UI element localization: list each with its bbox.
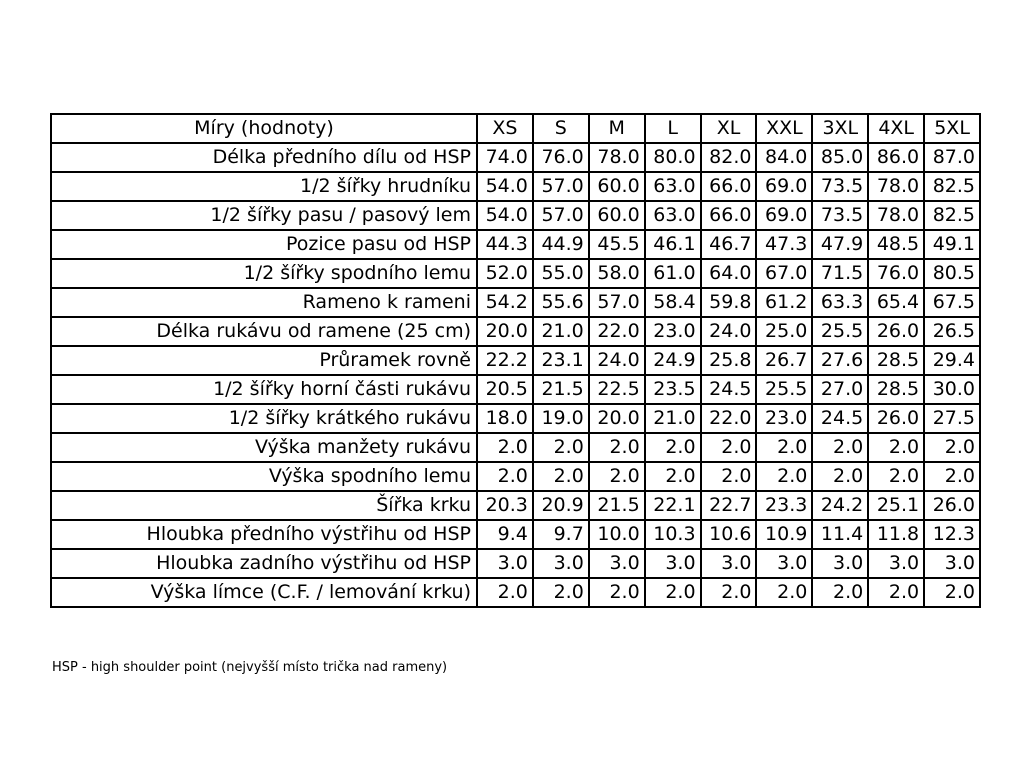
table-cell: 10.3 bbox=[645, 520, 701, 549]
table-cell: 3.0 bbox=[924, 549, 980, 578]
table-row bbox=[51, 201, 980, 230]
table-cell: 71.5 bbox=[812, 259, 868, 288]
row-label: Hloubka předního výstřihu od HSP bbox=[51, 520, 477, 549]
header-size-xs: XS bbox=[477, 114, 533, 143]
table-cell: 49.1 bbox=[924, 230, 980, 259]
table-cell: 64.0 bbox=[701, 259, 757, 288]
table-cell: 2.0 bbox=[812, 578, 868, 607]
header-size-xxl: XXL bbox=[756, 114, 812, 143]
table-cell: 3.0 bbox=[533, 549, 589, 578]
table-cell: 27.6 bbox=[812, 346, 868, 375]
table-cell: 20.0 bbox=[477, 317, 533, 346]
table-cell: 3.0 bbox=[812, 549, 868, 578]
table-cell: 44.3 bbox=[477, 230, 533, 259]
table-cell: 47.9 bbox=[812, 230, 868, 259]
table-cell: 26.0 bbox=[868, 404, 924, 433]
table-cell: 21.5 bbox=[533, 375, 589, 404]
table-cell: 26.0 bbox=[868, 317, 924, 346]
table-cell: 67.5 bbox=[924, 288, 980, 317]
table-cell: 2.0 bbox=[868, 578, 924, 607]
table-cell: 73.5 bbox=[812, 201, 868, 230]
table-cell: 48.5 bbox=[868, 230, 924, 259]
row-label: Výška spodního lemu bbox=[51, 462, 477, 491]
table-row bbox=[51, 172, 980, 201]
table-row bbox=[51, 404, 980, 433]
table-cell: 76.0 bbox=[533, 143, 589, 172]
row-label: Průramek rovně bbox=[51, 346, 477, 375]
table-cell: 54.0 bbox=[477, 201, 533, 230]
table-cell: 2.0 bbox=[756, 578, 812, 607]
table-cell: 18.0 bbox=[477, 404, 533, 433]
table-cell: 3.0 bbox=[868, 549, 924, 578]
table-cell: 69.0 bbox=[756, 201, 812, 230]
table-cell: 58.0 bbox=[589, 259, 645, 288]
table-cell: 2.0 bbox=[756, 462, 812, 491]
table-cell: 2.0 bbox=[812, 433, 868, 462]
table-header-row bbox=[51, 114, 980, 143]
header-size-4xl: 4XL bbox=[868, 114, 924, 143]
table-row bbox=[51, 143, 980, 172]
table-cell: 2.0 bbox=[924, 433, 980, 462]
table-cell: 22.0 bbox=[701, 404, 757, 433]
table-cell: 52.0 bbox=[477, 259, 533, 288]
table-cell: 24.2 bbox=[812, 491, 868, 520]
table-row bbox=[51, 288, 980, 317]
table-cell: 80.5 bbox=[924, 259, 980, 288]
table-cell: 20.0 bbox=[589, 404, 645, 433]
row-label: 1/2 šířky spodního lemu bbox=[51, 259, 477, 288]
table-cell: 2.0 bbox=[924, 462, 980, 491]
table-cell: 24.5 bbox=[701, 375, 757, 404]
table-cell: 2.0 bbox=[868, 433, 924, 462]
table-cell: 57.0 bbox=[533, 172, 589, 201]
table-cell: 2.0 bbox=[533, 462, 589, 491]
table-row bbox=[51, 491, 980, 520]
table-cell: 24.0 bbox=[701, 317, 757, 346]
row-label: 1/2 šířky hrudníku bbox=[51, 172, 477, 201]
table-cell: 10.9 bbox=[756, 520, 812, 549]
table-cell: 11.8 bbox=[868, 520, 924, 549]
table-cell: 27.5 bbox=[924, 404, 980, 433]
table-row bbox=[51, 346, 980, 375]
header-measurements: Míry (hodnoty) bbox=[51, 114, 477, 143]
table-cell: 57.0 bbox=[533, 201, 589, 230]
table-cell: 2.0 bbox=[589, 433, 645, 462]
table-cell: 2.0 bbox=[589, 462, 645, 491]
table-cell: 85.0 bbox=[812, 143, 868, 172]
table-cell: 25.8 bbox=[701, 346, 757, 375]
table-cell: 23.1 bbox=[533, 346, 589, 375]
header-size-l: L bbox=[645, 114, 701, 143]
table-cell: 61.2 bbox=[756, 288, 812, 317]
row-label: Šířka krku bbox=[51, 491, 477, 520]
table-cell: 78.0 bbox=[589, 143, 645, 172]
table-cell: 2.0 bbox=[533, 578, 589, 607]
table-cell: 28.5 bbox=[868, 346, 924, 375]
table-body bbox=[51, 143, 980, 607]
table-cell: 59.8 bbox=[701, 288, 757, 317]
row-label: Délka předního dílu od HSP bbox=[51, 143, 477, 172]
table-cell: 10.0 bbox=[589, 520, 645, 549]
table-cell: 65.4 bbox=[868, 288, 924, 317]
table-cell: 66.0 bbox=[701, 172, 757, 201]
row-label: Hloubka zadního výstřihu od HSP bbox=[51, 549, 477, 578]
table-cell: 55.0 bbox=[533, 259, 589, 288]
table-cell: 47.3 bbox=[756, 230, 812, 259]
table-cell: 27.0 bbox=[812, 375, 868, 404]
table-cell: 21.5 bbox=[589, 491, 645, 520]
table-cell: 25.0 bbox=[756, 317, 812, 346]
table-cell: 61.0 bbox=[645, 259, 701, 288]
table-cell: 28.5 bbox=[868, 375, 924, 404]
row-label: 1/2 šířky krátkého rukávu bbox=[51, 404, 477, 433]
table-cell: 26.5 bbox=[924, 317, 980, 346]
table-cell: 2.0 bbox=[756, 433, 812, 462]
table-cell: 9.7 bbox=[533, 520, 589, 549]
table-cell: 76.0 bbox=[868, 259, 924, 288]
row-label: Pozice pasu od HSP bbox=[51, 230, 477, 259]
table-cell: 24.5 bbox=[812, 404, 868, 433]
table-cell: 63.3 bbox=[812, 288, 868, 317]
table-cell: 26.7 bbox=[756, 346, 812, 375]
table-cell: 21.0 bbox=[533, 317, 589, 346]
row-label: 1/2 šířky horní části rukávu bbox=[51, 375, 477, 404]
table-cell: 11.4 bbox=[812, 520, 868, 549]
table-cell: 2.0 bbox=[868, 462, 924, 491]
table-row bbox=[51, 317, 980, 346]
table-cell: 86.0 bbox=[868, 143, 924, 172]
header-size-xl: XL bbox=[701, 114, 757, 143]
header-size-5xl: 5XL bbox=[924, 114, 980, 143]
header-size-3xl: 3XL bbox=[812, 114, 868, 143]
table-cell: 73.5 bbox=[812, 172, 868, 201]
row-label: Výška límce (C.F. / lemování krku) bbox=[51, 578, 477, 607]
table-cell: 22.0 bbox=[589, 317, 645, 346]
table-row bbox=[51, 433, 980, 462]
table-row bbox=[51, 230, 980, 259]
table-cell: 80.0 bbox=[645, 143, 701, 172]
table-cell: 84.0 bbox=[756, 143, 812, 172]
table-cell: 2.0 bbox=[645, 433, 701, 462]
table-cell: 10.6 bbox=[701, 520, 757, 549]
table-cell: 60.0 bbox=[589, 172, 645, 201]
table-cell: 44.9 bbox=[533, 230, 589, 259]
table-row bbox=[51, 520, 980, 549]
table-cell: 46.1 bbox=[645, 230, 701, 259]
table-row bbox=[51, 259, 980, 288]
table-cell: 29.4 bbox=[924, 346, 980, 375]
table-cell: 82.5 bbox=[924, 172, 980, 201]
table-cell: 2.0 bbox=[812, 462, 868, 491]
table-cell: 74.0 bbox=[477, 143, 533, 172]
table-cell: 3.0 bbox=[477, 549, 533, 578]
table-cell: 25.1 bbox=[868, 491, 924, 520]
table-cell: 2.0 bbox=[477, 578, 533, 607]
row-label: Výška manžety rukávu bbox=[51, 433, 477, 462]
table-cell: 26.0 bbox=[924, 491, 980, 520]
table-cell: 21.0 bbox=[645, 404, 701, 433]
table-cell: 23.5 bbox=[645, 375, 701, 404]
table-cell: 60.0 bbox=[589, 201, 645, 230]
header-size-m: M bbox=[589, 114, 645, 143]
table-cell: 63.0 bbox=[645, 172, 701, 201]
table-cell: 2.0 bbox=[701, 578, 757, 607]
table-cell: 22.1 bbox=[645, 491, 701, 520]
table-cell: 2.0 bbox=[645, 462, 701, 491]
footnote: HSP - high shoulder point (nejvyšší místo trička nad rameny) bbox=[52, 660, 448, 675]
table-cell: 87.0 bbox=[924, 143, 980, 172]
table-row bbox=[51, 375, 980, 404]
table-cell: 2.0 bbox=[701, 462, 757, 491]
table-cell: 54.2 bbox=[477, 288, 533, 317]
table-cell: 24.9 bbox=[645, 346, 701, 375]
table-cell: 22.7 bbox=[701, 491, 757, 520]
row-label: Rameno k rameni bbox=[51, 288, 477, 317]
table-cell: 3.0 bbox=[756, 549, 812, 578]
table-cell: 12.3 bbox=[924, 520, 980, 549]
table-cell: 55.6 bbox=[533, 288, 589, 317]
table-cell: 46.7 bbox=[701, 230, 757, 259]
table-cell: 2.0 bbox=[477, 433, 533, 462]
table-row bbox=[51, 578, 980, 607]
table-row bbox=[51, 549, 980, 578]
table-cell: 78.0 bbox=[868, 201, 924, 230]
table-cell: 78.0 bbox=[868, 172, 924, 201]
table-cell: 2.0 bbox=[924, 578, 980, 607]
table-cell: 66.0 bbox=[701, 201, 757, 230]
table-cell: 25.5 bbox=[756, 375, 812, 404]
table-cell: 20.3 bbox=[477, 491, 533, 520]
table-cell: 82.5 bbox=[924, 201, 980, 230]
table-cell: 54.0 bbox=[477, 172, 533, 201]
table-cell: 58.4 bbox=[645, 288, 701, 317]
table-cell: 20.5 bbox=[477, 375, 533, 404]
table-cell: 22.5 bbox=[589, 375, 645, 404]
table-cell: 9.4 bbox=[477, 520, 533, 549]
table-cell: 23.0 bbox=[756, 404, 812, 433]
table-cell: 2.0 bbox=[701, 433, 757, 462]
table-cell: 57.0 bbox=[589, 288, 645, 317]
row-label: Délka rukávu od ramene (25 cm) bbox=[51, 317, 477, 346]
table-cell: 3.0 bbox=[701, 549, 757, 578]
table-cell: 25.5 bbox=[812, 317, 868, 346]
table-row bbox=[51, 462, 980, 491]
table-cell: 82.0 bbox=[701, 143, 757, 172]
table-cell: 2.0 bbox=[589, 578, 645, 607]
table-cell: 30.0 bbox=[924, 375, 980, 404]
table-cell: 67.0 bbox=[756, 259, 812, 288]
table-cell: 2.0 bbox=[477, 462, 533, 491]
size-chart-table bbox=[50, 113, 981, 608]
table-cell: 23.3 bbox=[756, 491, 812, 520]
table-cell: 22.2 bbox=[477, 346, 533, 375]
header-size-s: S bbox=[533, 114, 589, 143]
table-cell: 20.9 bbox=[533, 491, 589, 520]
table-cell: 45.5 bbox=[589, 230, 645, 259]
table-cell: 69.0 bbox=[756, 172, 812, 201]
row-label: 1/2 šířky pasu / pasový lem bbox=[51, 201, 477, 230]
table-cell: 19.0 bbox=[533, 404, 589, 433]
table-cell: 3.0 bbox=[589, 549, 645, 578]
table-cell: 24.0 bbox=[589, 346, 645, 375]
table-cell: 2.0 bbox=[533, 433, 589, 462]
table-cell: 3.0 bbox=[645, 549, 701, 578]
table-cell: 2.0 bbox=[645, 578, 701, 607]
table-cell: 23.0 bbox=[645, 317, 701, 346]
table-cell: 63.0 bbox=[645, 201, 701, 230]
